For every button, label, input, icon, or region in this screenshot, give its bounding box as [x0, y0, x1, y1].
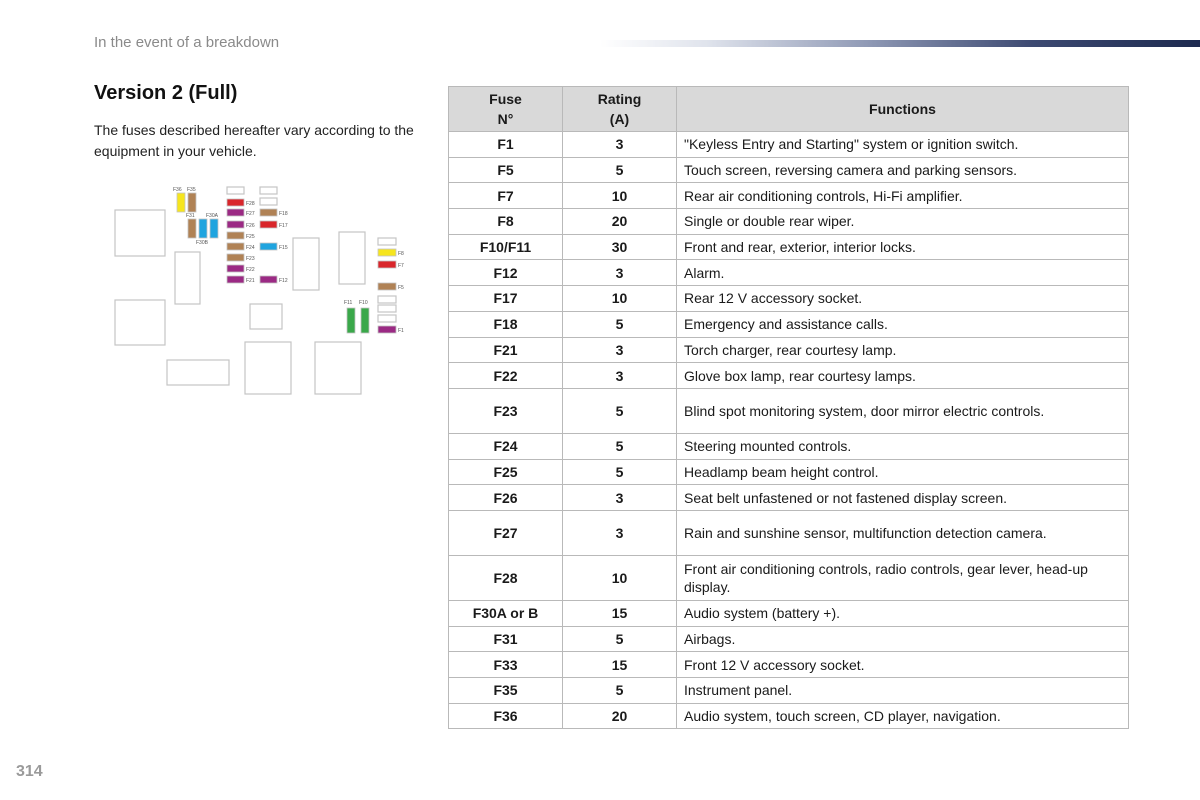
table-row	[449, 260, 1129, 286]
fuse-function: Rear 12 V accessory socket.	[677, 286, 1129, 312]
fuse-id: F31	[449, 626, 563, 652]
fuse-rating: 5	[563, 626, 677, 652]
label-f30b: F30B	[196, 240, 208, 246]
table-row	[449, 459, 1129, 485]
fuse-id: F26	[449, 485, 563, 511]
fuse-function: Audio system, touch screen, CD player, navigation.	[677, 703, 1129, 729]
page-heading: Version 2 (Full)	[94, 82, 238, 104]
fuse-box-diagram	[110, 182, 420, 402]
header-fuse-text: Fuse N°	[489, 91, 522, 127]
header-functions: Functions	[677, 87, 1129, 132]
fuse-id: F33	[449, 652, 563, 678]
label-f31: F31	[186, 213, 195, 219]
label-f23: F23	[246, 256, 255, 262]
fuse-id: F23	[449, 388, 563, 433]
table-row	[449, 626, 1129, 652]
fuse-rating: 5	[563, 678, 677, 704]
table-row	[449, 555, 1129, 600]
table-row	[449, 433, 1129, 459]
fuse-function: Single or double rear wiper.	[677, 209, 1129, 235]
table-row	[449, 234, 1129, 260]
label-f8: F8	[398, 251, 404, 257]
table-row	[449, 337, 1129, 363]
label-f22: F22	[246, 267, 255, 273]
label-f17: F17	[279, 223, 288, 229]
label-f36: F36	[173, 187, 182, 193]
header-fuse	[449, 87, 563, 132]
table-header-row	[449, 87, 1129, 132]
label-f26: F26	[246, 223, 255, 229]
label-f21: F21	[246, 278, 255, 284]
label-f30a: F30A	[206, 213, 218, 219]
label-f12: F12	[279, 278, 288, 284]
table-row	[449, 363, 1129, 389]
fuse-rating: 5	[563, 433, 677, 459]
label-f35: F35	[187, 187, 196, 193]
label-f18: F18	[279, 211, 288, 217]
fuse-function: "Keyless Entry and Starting" system or ignition switch.	[677, 132, 1129, 158]
fuse-function: Audio system (battery +).	[677, 600, 1129, 626]
fuse-rating: 5	[563, 157, 677, 183]
fuse-id: F22	[449, 363, 563, 389]
label-f25: F25	[246, 234, 255, 240]
fuse-id: F36	[449, 703, 563, 729]
fuse-function: Headlamp beam height control.	[677, 459, 1129, 485]
label-f24: F24	[246, 245, 255, 251]
fuse-function: Rain and sunshine sensor, multifunction detection camera.	[677, 510, 1129, 555]
fuse-function: Glove box lamp, rear courtesy lamps.	[677, 363, 1129, 389]
fuse-function: Rear air conditioning controls, Hi-Fi amplifier.	[677, 183, 1129, 209]
table-row	[449, 132, 1129, 158]
section-title: In the event of a breakdown	[94, 34, 280, 51]
label-f1: F1	[398, 328, 404, 334]
fuse-id: F30A or B	[449, 600, 563, 626]
table-row	[449, 678, 1129, 704]
fuse-id: F24	[449, 433, 563, 459]
fuse-id: F8	[449, 209, 563, 235]
fuse-id: F1	[449, 132, 563, 158]
fuse-function: Front 12 V accessory socket.	[677, 652, 1129, 678]
fuse-function: Emergency and assistance calls.	[677, 311, 1129, 337]
fuse-id: F21	[449, 337, 563, 363]
fuse-function: Steering mounted controls.	[677, 433, 1129, 459]
page-number: 314	[16, 763, 43, 780]
table-row	[449, 311, 1129, 337]
fuse-id: F28	[449, 555, 563, 600]
fuse-rating: 10	[563, 286, 677, 312]
fuse-id: F12	[449, 260, 563, 286]
fuse-rating: 15	[563, 652, 677, 678]
header-rating-text: Rating (A)	[597, 91, 642, 127]
table-row	[449, 703, 1129, 729]
header-gradient-bar	[600, 40, 1200, 47]
fuse-rating: 10	[563, 183, 677, 209]
fuse-rating: 3	[563, 337, 677, 363]
fuse-id: F18	[449, 311, 563, 337]
header-rating	[563, 87, 677, 132]
table-row	[449, 485, 1129, 511]
fuse-function: Front air conditioning controls, radio controls, gear lever, head-up display.	[677, 555, 1129, 600]
table-row	[449, 209, 1129, 235]
fuse-rating: 5	[563, 311, 677, 337]
label-f10: F10	[359, 300, 368, 306]
fuse-function: Front and rear, exterior, interior locks.	[677, 234, 1129, 260]
fuse-rating: 15	[563, 600, 677, 626]
label-f27: F27	[246, 211, 255, 217]
fuse-rating: 5	[563, 388, 677, 433]
table-row	[449, 652, 1129, 678]
fuse-function: Seat belt unfastened or not fastened display screen.	[677, 485, 1129, 511]
table-row	[449, 388, 1129, 433]
table-row	[449, 157, 1129, 183]
fuse-rating: 3	[563, 510, 677, 555]
label-f5: F5	[398, 285, 404, 291]
fuse-function: Torch charger, rear courtesy lamp.	[677, 337, 1129, 363]
fuse-id: F17	[449, 286, 563, 312]
fuse-rating: 20	[563, 209, 677, 235]
fuse-rating: 3	[563, 132, 677, 158]
fuse-id: F5	[449, 157, 563, 183]
fuse-rating: 30	[563, 234, 677, 260]
fuse-rating: 5	[563, 459, 677, 485]
fuse-function: Instrument panel.	[677, 678, 1129, 704]
table-row	[449, 510, 1129, 555]
fuse-function: Airbags.	[677, 626, 1129, 652]
fuse-id: F27	[449, 510, 563, 555]
label-f11: F11	[344, 300, 353, 306]
intro-text: The fuses described hereafter vary according to the equipment in your vehicle.	[94, 122, 414, 159]
fuse-function: Blind spot monitoring system, door mirror electric controls.	[677, 388, 1129, 433]
label-f15: F15	[279, 245, 288, 251]
label-f28: F28	[246, 201, 255, 207]
table-row	[449, 183, 1129, 209]
table-row	[449, 600, 1129, 626]
fuse-rating: 3	[563, 363, 677, 389]
fuse-rating: 3	[563, 485, 677, 511]
fuse-rating: 3	[563, 260, 677, 286]
fuse-id: F7	[449, 183, 563, 209]
label-f7: F7	[398, 263, 404, 269]
fuse-id: F10/F11	[449, 234, 563, 260]
fuse-function: Touch screen, reversing camera and parking sensors.	[677, 157, 1129, 183]
fuse-rating: 20	[563, 703, 677, 729]
fuse-rating: 10	[563, 555, 677, 600]
fuse-function: Alarm.	[677, 260, 1129, 286]
fuse-id: F25	[449, 459, 563, 485]
fuse-id: F35	[449, 678, 563, 704]
table-row	[449, 286, 1129, 312]
fuse-table	[448, 86, 1129, 729]
